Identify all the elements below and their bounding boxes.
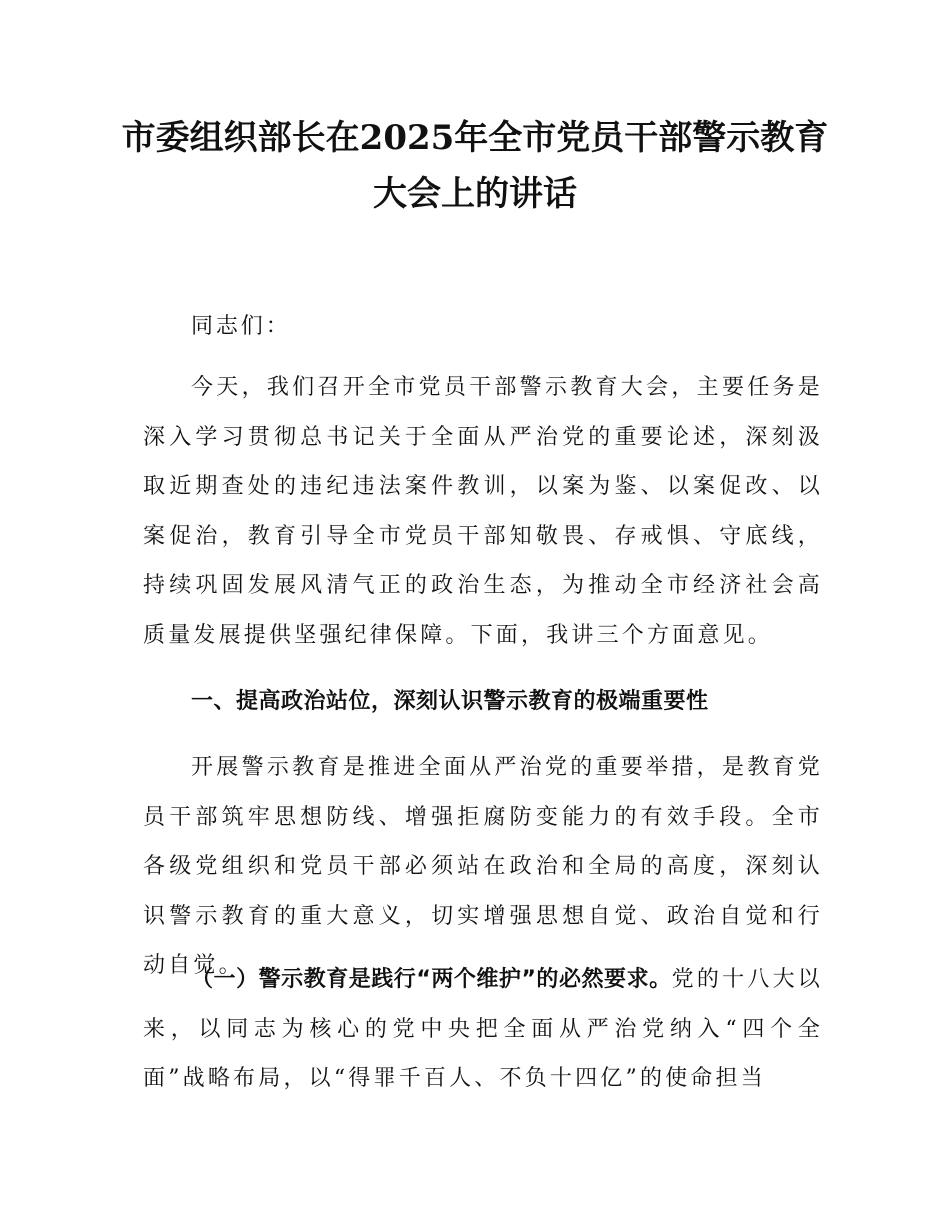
subsection-heading-1: （一）警示教育是践行“两个维护”的必然要求。 (191, 967, 672, 992)
paragraph-intro: 今天，我们召开全市党员干部警示教育大会，主要任务是深入学习贯彻总书记关于全面从严治党的重要论述，深刻汲取近期查处的违纪违法案件教训，以案为鉴、以案促改、以案促治，教育引导全市党员干部知敬畏、存戒惧、守底线，持续巩固发展风清气正的政治生态，为推动全市经济社会高质量发展提供坚强纪律保障。下面，我讲三个方面意见。 (143, 375, 823, 648)
paragraph-section-1: 开展警示教育是推进全面从严治党的重要举措，是教育党员干部筑牢思想防线、增强拒腐防变能力的有效手段。全市各级党组织和党员干部必须站在政治和全局的高度，深刻认识警示教育的重大意义，切实增强思想自觉、政治自觉和行动自觉。 (143, 755, 823, 978)
subsection-body-1: 党的十八大以来，以同志为核心的党中央把全面从严治党纳入“四个全面”战略布局，以“得罪千百人、不负十四亿”的使命担当 (143, 967, 824, 1091)
greeting: 同志们： (191, 314, 291, 339)
paragraph-subsection-1 (143, 955, 823, 1104)
section-heading-1: 一、提高政治站位，深刻认识警示教育的极端重要性 (191, 689, 709, 714)
document-title: 市委组织部长在2025年全市党员干部警示教育大会上的讲话 (121, 118, 829, 214)
